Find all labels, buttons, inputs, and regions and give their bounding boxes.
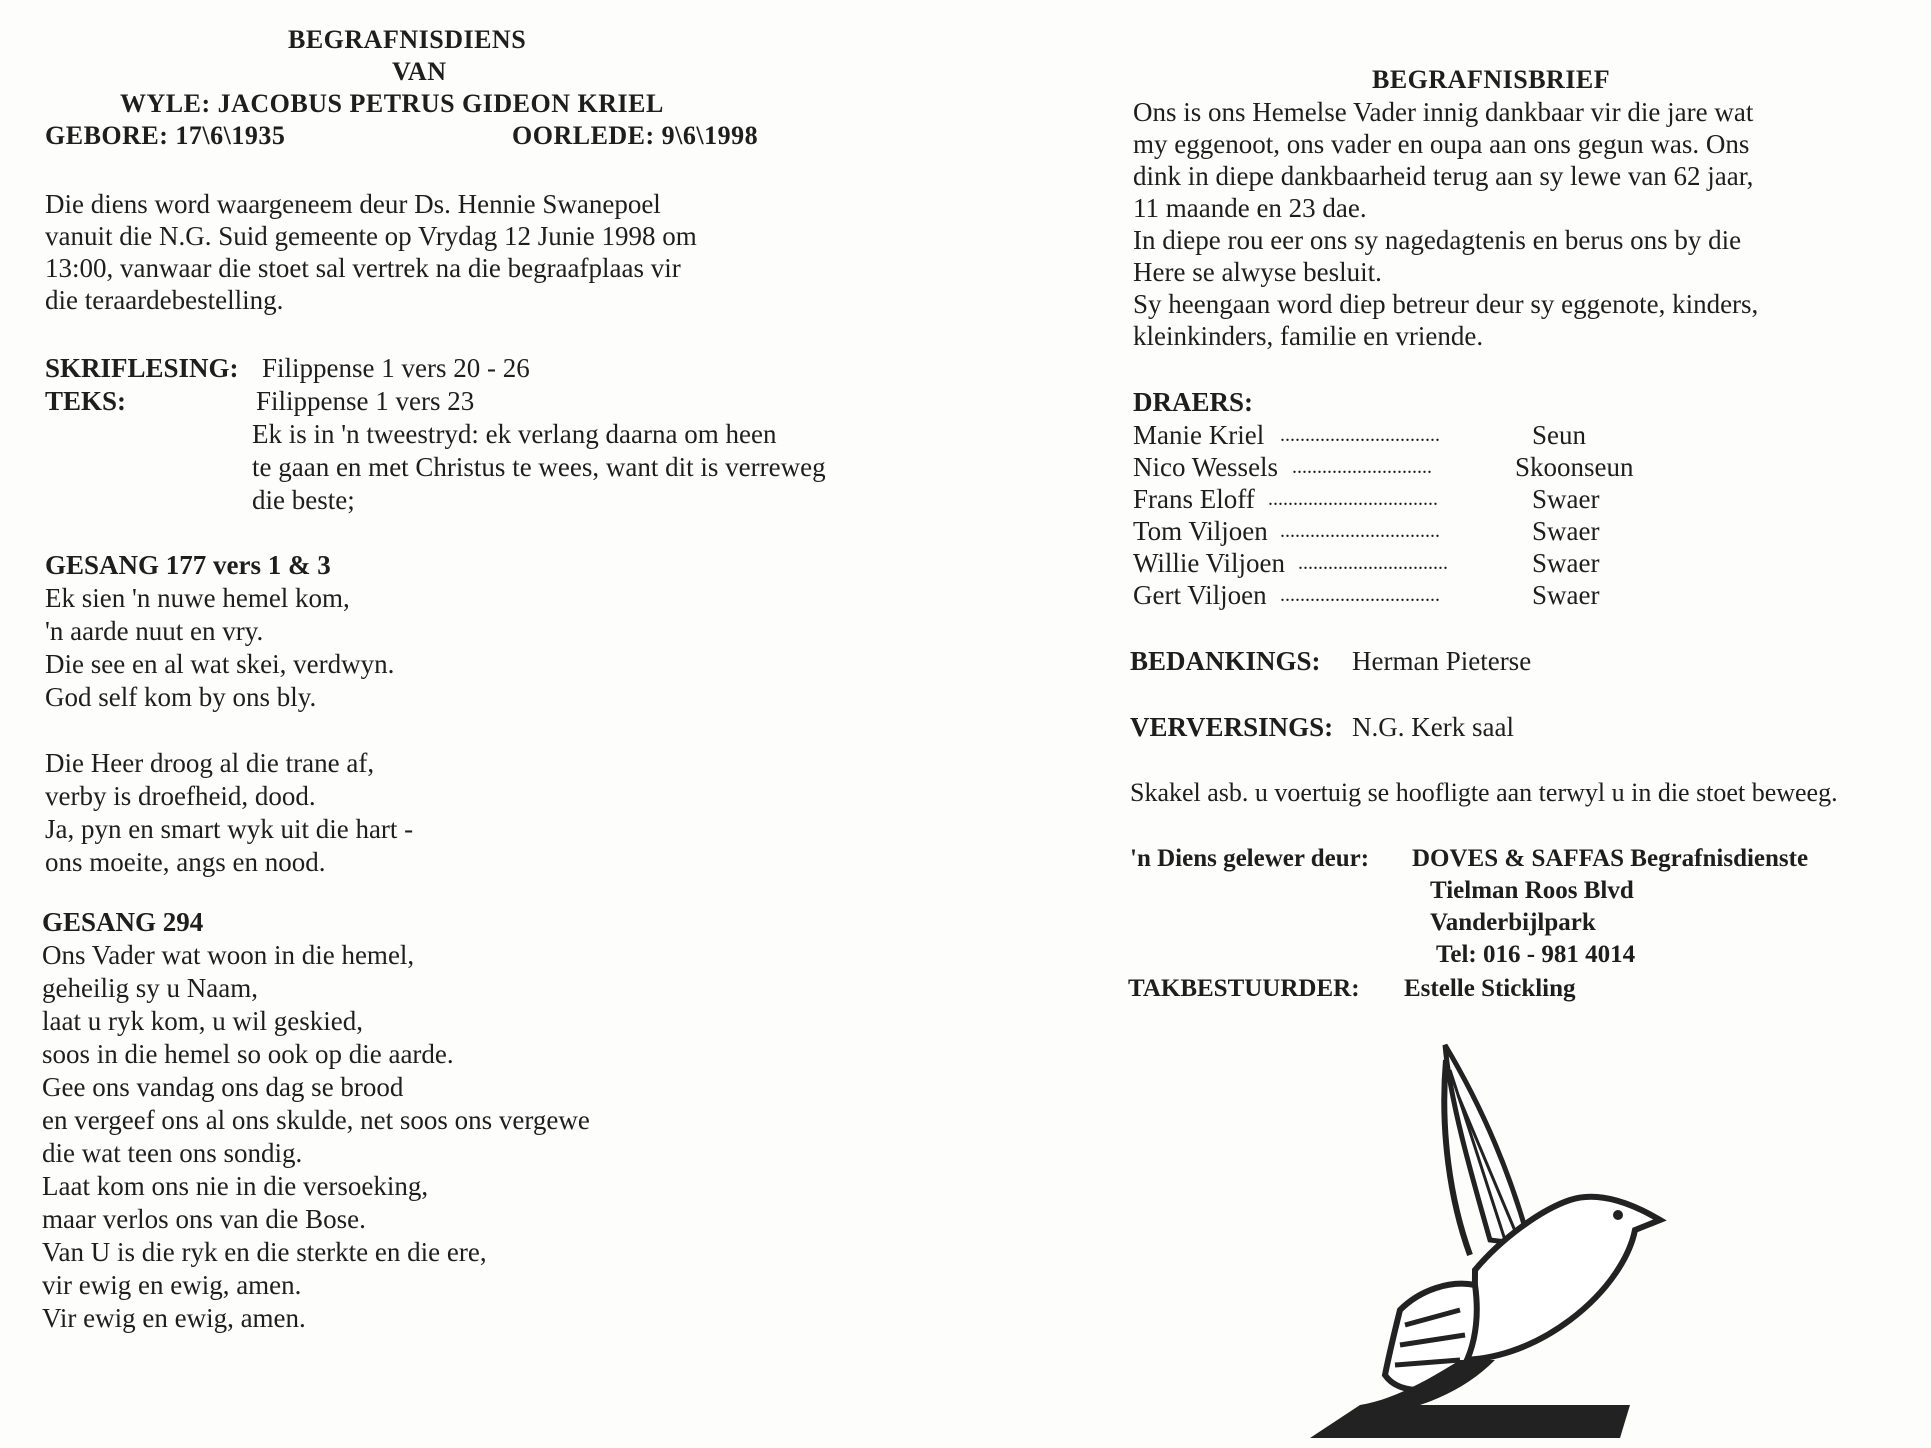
letter-line: 11 maande en 23 dae. — [1133, 193, 1367, 223]
death-date: OORLEDE: 9\6\1998 — [512, 121, 759, 150]
bearers-title: DRAERS: — [1133, 387, 1254, 417]
lyric-line: en vergeef ons al ons skulde, net soos ons vergewe — [42, 1105, 590, 1135]
bearer-dots: ................................ — [1280, 520, 1440, 542]
lyric-line: die wat teen ons sondig. — [42, 1138, 303, 1168]
provider-line: Tel: 016 - 981 4014 — [1436, 941, 1636, 968]
lyric-line: God self kom by ons bly. — [45, 682, 317, 712]
lyric-line: Ons Vader wat woon in die hemel, — [42, 940, 415, 970]
lyric-line: laat u ryk kom, u wil geskied, — [42, 1006, 363, 1036]
letter-line: Sy heengaan word diep betreur deur sy eggenote, kinders, — [1133, 289, 1759, 319]
lyric-line: Laat kom ons nie in die versoeking, — [42, 1171, 429, 1201]
letter-line: dink in diepe dankbaarheid terug aan sy lewe van 62 jaar, — [1133, 161, 1754, 191]
refreshments-value: N.G. Kerk saal — [1352, 712, 1514, 742]
bearer-name: Gert Viljoen — [1133, 580, 1267, 610]
hymn-294-title: GESANG 294 — [42, 907, 204, 937]
bearer-role: Swaer — [1532, 548, 1600, 578]
lyric-line: Gee ons vandag ons dag se brood — [42, 1072, 404, 1102]
lyric-line: Die Heer droog al die trane af, — [45, 748, 375, 778]
lyric-line: verby is droefheid, dood. — [45, 781, 316, 811]
lyric-line: maar verlos ons van die Bose. — [42, 1204, 366, 1234]
intro-line: 13:00, vanwaar die stoet sal vertrek na die begraafplaas vir — [45, 253, 681, 283]
text-label: TEKS: — [45, 386, 127, 416]
bearer-name: Frans Eloff — [1133, 484, 1255, 514]
intro-line: die teraardebestelling. — [45, 285, 284, 315]
intro-line: vanuit die N.G. Suid gemeente op Vrydag 12 Junie 1998 om — [45, 221, 697, 251]
branch-manager-value: Estelle Stickling — [1404, 975, 1576, 1002]
birth-date: GEBORE: 17\6\1935 — [45, 121, 286, 150]
text-value: Filippense 1 vers 23 — [256, 386, 475, 416]
letter-line: my eggenoot, ons vader en oupa aan ons gegun was. Ons — [1133, 129, 1750, 159]
bearer-dots: ................................ — [1280, 584, 1440, 606]
headlights-note: Skakel asb. u voertuig se hoofligte aan terwyl u in die stoet beweeg. — [1130, 778, 1838, 807]
bearer-name: Willie Viljoen — [1133, 548, 1286, 578]
refreshments-label: VERVERSINGS: — [1130, 712, 1334, 742]
deceased-name: WYLE: JACOBUS PETRUS GIDEON KRIEL — [120, 89, 664, 118]
bearer-name: Nico Wessels — [1133, 452, 1279, 482]
letter-line: In diepe rou eer ons sy nagedagtenis en berus ons by die — [1133, 225, 1742, 255]
quote-line: die beste; — [252, 485, 355, 515]
service-title: BEGRAFNISDIENS — [288, 25, 527, 54]
lyric-line: Die see en al wat skei, verdwyn. — [45, 649, 395, 679]
hymn-177-title: GESANG 177 vers 1 & 3 — [45, 550, 331, 580]
bearer-role: Swaer — [1532, 516, 1600, 546]
scripture-value: Filippense 1 vers 20 - 26 — [262, 353, 530, 383]
letter-line: Here se alwyse besluit. — [1133, 257, 1382, 287]
letter-title: BEGRAFNISBRIEF — [1372, 65, 1611, 94]
provider-line: Vanderbijlpark — [1430, 909, 1596, 936]
letter-line: Ons is ons Hemelse Vader innig dankbaar vir die jare wat — [1133, 97, 1754, 127]
quote-line: te gaan en met Christus te wees, want dit is verreweg — [252, 452, 826, 482]
lyric-line: Ek sien 'n nuwe hemel kom, — [45, 583, 350, 613]
lyric-line: ons moeite, angs en nood. — [45, 847, 326, 877]
lyric-line: Vir ewig en ewig, amen. — [42, 1303, 306, 1333]
service-provider-label: 'n Diens gelewer deur: — [1130, 845, 1370, 872]
scripture-label: SKRIFLESING: — [45, 353, 239, 383]
bearer-name: Tom Viljoen — [1133, 516, 1268, 546]
bearer-dots: .............................. — [1298, 552, 1448, 574]
bearer-dots: ................................ — [1280, 424, 1440, 446]
bearer-dots: ............................ — [1292, 456, 1432, 478]
provider-line: Tielman Roos Blvd — [1430, 877, 1634, 904]
lyric-line: Van U is die ryk en die sterkte en die ere, — [42, 1237, 487, 1267]
bearer-role: Swaer — [1532, 484, 1600, 514]
service-title-van: VAN — [392, 57, 447, 86]
lyric-line: 'n aarde nuut en vry. — [45, 616, 264, 646]
lyric-line: Ja, pyn en smart wyk uit die hart - — [45, 814, 414, 844]
bearer-dots: .................................. — [1268, 488, 1438, 510]
bearer-name: Manie Kriel — [1133, 420, 1265, 450]
dove-illustration — [1300, 1040, 1680, 1440]
lyric-line: geheilig sy u Naam, — [42, 973, 258, 1003]
quote-line: Ek is in 'n tweestryd: ek verlang daarna om heen — [252, 419, 777, 449]
intro-line: Die diens word waargeneem deur Ds. Hennie Swanepoel — [45, 189, 661, 219]
thanks-value: Herman Pieterse — [1352, 646, 1532, 676]
thanks-label: BEDANKINGS: — [1130, 646, 1321, 676]
bearer-role: Skoonseun — [1515, 452, 1634, 482]
lyric-line: vir ewig en ewig, amen. — [42, 1270, 302, 1300]
letter-line: kleinkinders, familie en vriende. — [1133, 321, 1484, 351]
branch-manager-label: TAKBESTUURDER: — [1128, 975, 1360, 1002]
lyric-line: soos in die hemel so ook op die aarde. — [42, 1039, 454, 1069]
bearer-role: Seun — [1532, 420, 1586, 450]
bearer-role: Swaer — [1532, 580, 1600, 610]
provider-line: DOVES & SAFFAS Begrafnisdienste — [1412, 845, 1809, 872]
